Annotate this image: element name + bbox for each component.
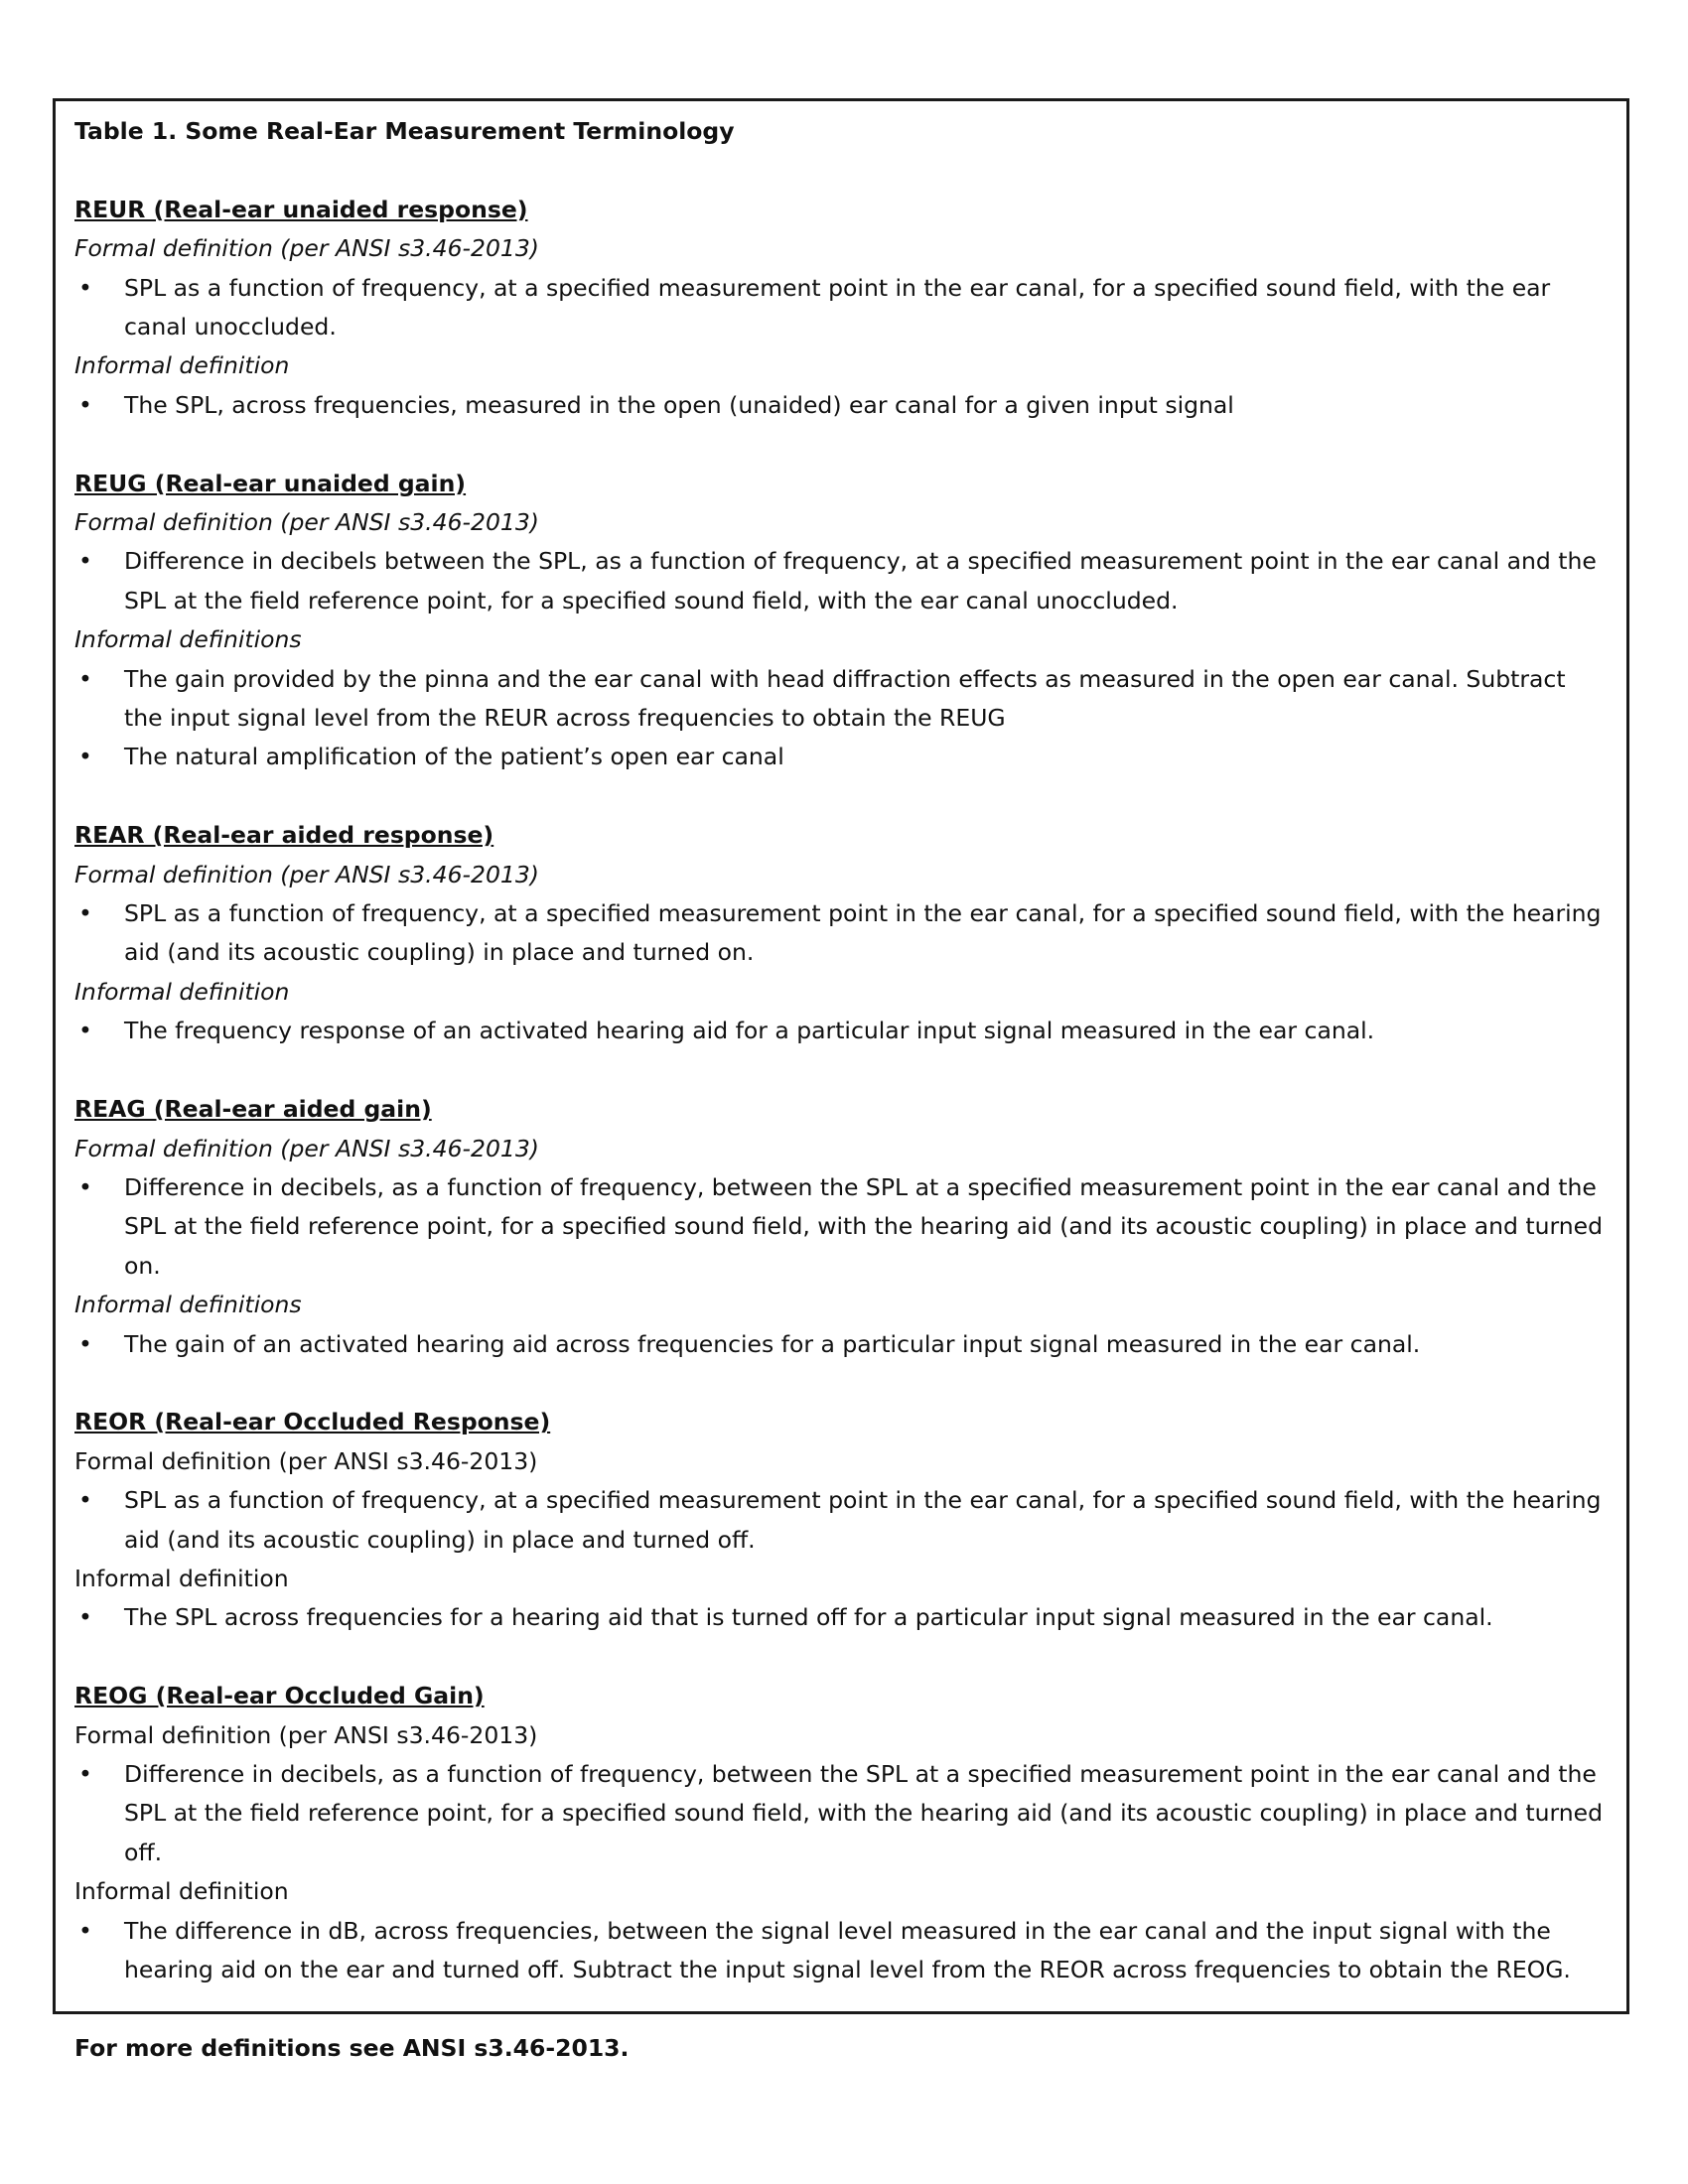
list-item (74, 1325, 1607, 1364)
bullet-icon: • (78, 899, 92, 928)
bullet-icon: • (78, 390, 92, 419)
list-item (74, 386, 1607, 425)
bullet-list (74, 1598, 1607, 1637)
term-section-rear (74, 816, 1607, 1050)
list-item-text: SPL as a function of frequency, at a specified measurement point in the ear canal, for a specified sound field, with the ear canal unoccluded. (124, 273, 1551, 341)
list-item-text: The frequency response of an activated hearing aid for a particular input signal measured in the ear canal. (124, 1017, 1375, 1045)
bullet-icon: • (78, 1172, 92, 1201)
list-item-text: SPL as a function of frequency, at a specified measurement point in the ear canal, for a specified sound field, with the hearing aid (and its acoustic coupling) in place and turned on. (124, 899, 1602, 967)
bullet-list (74, 269, 1607, 347)
formal-definition-label: Formal definition (per ANSI s3.46-2013) (74, 1720, 538, 1749)
bullet-icon: • (78, 664, 92, 693)
list-item (74, 542, 1607, 620)
term-section-reug (74, 465, 1607, 777)
bullet-list (74, 1325, 1607, 1364)
bullet-icon: • (78, 1329, 92, 1358)
bullet-list (74, 1755, 1607, 1872)
term-section-reog (74, 1677, 1607, 1989)
informal-definition-label: Informal definition (74, 977, 290, 1006)
bullet-list (74, 1481, 1607, 1560)
informal-definition-label: Informal definition (74, 1564, 289, 1592)
list-item-text: The SPL, across frequencies, measured in the open (unaided) ear canal for a given input signal (124, 390, 1234, 419)
list-item-text: Difference in decibels between the SPL, as a function of frequency, at a specified measurement point in the ear canal and the SPL at the field reference point, for a specified sound field, with the ear canal unoccluded. (124, 547, 1597, 614)
bullet-list (74, 660, 1607, 777)
list-item (74, 1755, 1607, 1872)
bullet-icon: • (78, 1759, 92, 1788)
list-item-text: The difference in dB, across frequencies, between the signal level measured in the ear canal and the input signal with the hearing aid on the ear and turned off. Subtract the input signal level from the REOR across frequencies to obtain the REOG. (124, 1916, 1571, 1983)
bullet-list (74, 1012, 1607, 1050)
list-item-text: The SPL across frequencies for a hearing aid that is turned off for a particular input signal measured in the ear canal. (124, 1603, 1493, 1632)
list-item-text: Difference in decibels, as a function of frequency, between the SPL at a specified measurement point in the ear canal and the SPL at the field reference point, for a specified sound field, with the hearing aid (and its acoustic coupling) in place and turned on. (124, 1172, 1604, 1280)
formal-definition-label: Formal definition (per ANSI s3.46-2013) (74, 234, 539, 263)
formal-definition-label: Formal definition (per ANSI s3.46-2013) (74, 1446, 538, 1475)
list-item (74, 738, 1607, 776)
list-item-text: The gain of an activated hearing aid across frequencies for a particular input signal measured in the ear canal. (124, 1329, 1421, 1358)
term-heading: REUG (Real-ear unaided gain) (74, 469, 467, 497)
term-heading: REUR (Real-ear unaided response) (74, 195, 528, 223)
informal-definition-label: Informal definition (74, 351, 290, 380)
list-item-text: The gain provided by the pinna and the ear canal with head diffraction effects as measured in the open ear canal. Subtract the input signal level from the REUR across frequencies to obtain the REUG (124, 664, 1566, 733)
term-heading: REOR (Real-ear Occluded Response) (74, 1408, 551, 1436)
bullet-icon: • (78, 743, 92, 771)
list-item-text: SPL as a function of frequency, at a specified measurement point in the ear canal, for a specified sound field, with the hearing aid (and its acoustic coupling) in place and turned off. (124, 1486, 1602, 1554)
bullet-list (74, 894, 1607, 973)
bullet-icon: • (78, 273, 92, 302)
list-item (74, 269, 1607, 347)
formal-definition-label: Formal definition (per ANSI s3.46-2013) (74, 508, 539, 537)
list-item (74, 1481, 1607, 1560)
bullet-icon: • (78, 1603, 92, 1632)
term-section-reag (74, 1090, 1607, 1364)
informal-definition-label: Informal definitions (74, 1291, 302, 1319)
term-heading: REAG (Real-ear aided gain) (74, 1095, 432, 1124)
bullet-icon: • (78, 547, 92, 576)
bullet-icon: • (78, 1486, 92, 1515)
term-heading: REAR (Real-ear aided response) (74, 821, 494, 850)
bullet-icon: • (78, 1916, 92, 1945)
term-heading: REOG (Real-ear Occluded Gain) (74, 1682, 485, 1710)
formal-definition-label: Formal definition (per ANSI s3.46-2013) (74, 1134, 539, 1162)
term-section-reor (74, 1403, 1607, 1637)
bullet-list (74, 542, 1607, 620)
informal-definition-label: Informal definitions (74, 625, 302, 654)
informal-definition-label: Informal definition (74, 1877, 289, 1906)
list-item (74, 1012, 1607, 1050)
table-title: Table 1. Some Real-Ear Measurement Terminology (74, 117, 735, 145)
bullet-list (74, 1168, 1607, 1286)
list-item-text: The natural amplification of the patient’s open ear canal (124, 743, 784, 771)
term-section-reur (74, 191, 1607, 425)
list-item (74, 1912, 1607, 1990)
bullet-list (74, 386, 1607, 425)
list-item (74, 1168, 1607, 1286)
formal-definition-label: Formal definition (per ANSI s3.46-2013) (74, 860, 539, 888)
list-item (74, 660, 1607, 739)
list-item (74, 894, 1607, 973)
terminology-table (53, 98, 1629, 2062)
list-item-text: Difference in decibels, as a function of frequency, between the SPL at a specified measurement point in the ear canal and the SPL at the field reference point, for a specified sound field, with the hearing aid (and its acoustic coupling) in place and turned off. (124, 1759, 1604, 1866)
footer-note: For more definitions see ANSI s3.46-2013. (74, 2033, 630, 2062)
list-item (74, 1598, 1607, 1637)
bullet-icon: • (78, 1017, 92, 1045)
bullet-list (74, 1912, 1607, 1990)
